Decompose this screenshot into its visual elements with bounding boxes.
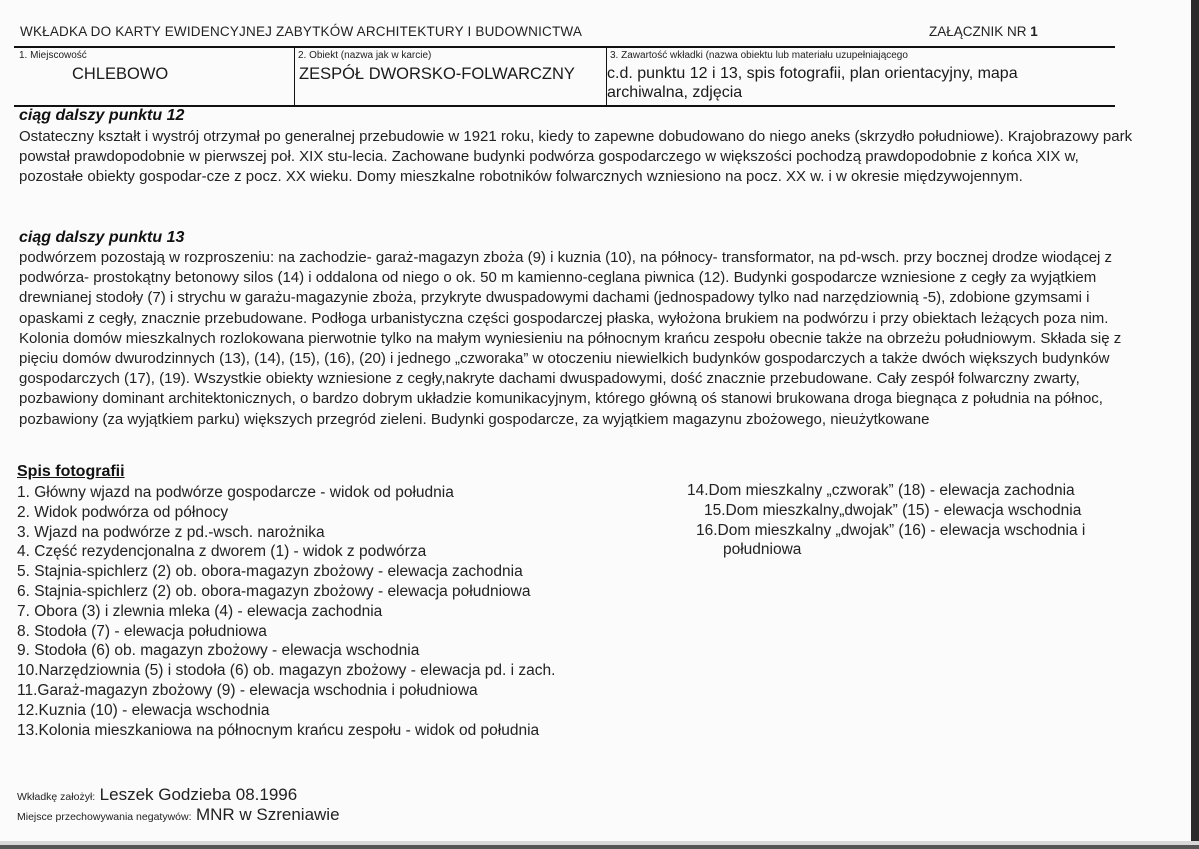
attachment-number: 1 bbox=[1030, 24, 1038, 39]
list-item: 15.Dom mieszkalny„dwojak” (15) - elewacja wschodnia bbox=[704, 501, 1082, 519]
location-caption: 1. Miejscowość bbox=[19, 50, 87, 61]
section-12-title: ciąg dalszy punktu 12 bbox=[19, 107, 185, 124]
content-caption: 3. Zawartość wkładki (nazwa obiektu lub materiału uzupełniającego bbox=[610, 50, 908, 61]
section-12-text: Ostateczny kształt i wystrój otrzymał po generalnej przebudowie w 1921 roku, kiedy to zapewne dobudowano do niego aneks (skrzydło południowe). Krajobrazowy park powstał prawdopodobnie w pierwszej poł. XIX stu-lecia. Zachowane budynki podwórza gospodarczego w większości pochodzą prawdopodobnie z końca XIX w, pozostałe obiekty gospodar-cze z pocz. XX wieku. Domy mieszkalne robotników folwarcznych wzniesiono na pocz. XX w. i w okresie międzywojennym. bbox=[19, 128, 1133, 186]
author-label: Wkładkę założył: bbox=[17, 791, 96, 803]
photo-list-right bbox=[687, 481, 1085, 560]
location-value: CHLEBOWO bbox=[72, 65, 169, 83]
section-13-text: podwórzem pozostają w rozproszeniu: na zachodzie- garaż-magazyn zboża (9) i kuznia (10), na północy- transformator, na pd-wsch. przy bocznej drodze wiodącej z podwórza- prostokątny betonowy silos (14) i oddalona od niego o ok. 50 m kamienno-ceglana piwnica (12). Budynki gospodarcze wzniesione z cegły za wyjątkiem drewnianej stodoły (7) i strychu w garażu-magazynie zboża, przykryte dwuspadowymi dachami (jednospadowy tylko nad narzędziownią -5), zdobione gzymsami i opaskami z cegły, znacznie przebudowane. Podłoga urbanistyczna części gospodarczej płaska, wyłożona brukiem na podwórzu i przy obiektach leżących poza nim. Kolonia domów mieszkalnych rozlokowana pierwotnie tylko na małym wyniesieniu na północnym krańcu zespołu obecnie także na obrzeżu południowym. Składa się z pięciu domów dwurodzinnych (13), (14), (15), (16), (20) i jednego „czworaka” w otoczeniu niewielkich budynków gospodarczych a także dwóch większych budynków gospodarczych (17), (19). Wszystkie obiekty wzniesione z cegły,nakryte dachami dwuspadowymi, dość znacznie przebudowane. Cały zespół folwarczny zwarty, pozbawiony dominant architektonicznych, o bardzo dobrym układzie komunikacyjnym, którego główną oś stanowi brukowana droga biegnąca z południa na północ, pozbawiony (za wyjątkiem parku) większych przegród zieleni. Budynki gospodarcze, za wyjątkiem magazynu zbożowego, nieużytkowane bbox=[19, 249, 1122, 428]
column-divider bbox=[294, 48, 295, 105]
list-item: 1. Główny wjazd na podwórze gospodarcze - widok od południa bbox=[17, 484, 454, 501]
author-row bbox=[17, 785, 297, 805]
section-13-title: ciąg dalszy punktu 13 bbox=[19, 229, 185, 246]
object-caption: 2. Obiekt (nazwa jak w karcie) bbox=[298, 50, 432, 61]
list-item: 8. Stodoła (7) - elewacja południowa bbox=[17, 622, 267, 640]
list-item: 7. Obora (3) i zlewnia mleka (4) - elewacja zachodnia bbox=[17, 602, 383, 620]
list-item: 12.Kuznia (10) - elewacja wschodnia bbox=[17, 701, 270, 719]
scan-edge-right bbox=[1191, 0, 1199, 849]
document-title: WKŁADKA DO KARTY EWIDENCYJNEJ ZABYTKÓW ARCHITEKTURY I BUDOWNICTWA bbox=[20, 24, 583, 39]
list-item: 13.Kolonia mieszkaniowa na północnym krańcu zespołu - widok od południa bbox=[17, 721, 540, 739]
list-item-continuation: południowa bbox=[723, 541, 802, 559]
list-item: 4. Część rezydencjonalna z dworem (1) - widok z podwórza bbox=[17, 543, 427, 561]
attachment-label bbox=[929, 24, 1038, 39]
content-value: c.d. punktu 12 i 13, spis fotografii, plan orientacyjny, mapa archiwalna, zdjęcia bbox=[607, 65, 1018, 101]
storage-value: MNR w Szreniawie bbox=[195, 805, 340, 824]
photo-list-title: Spis fotografii bbox=[17, 463, 125, 480]
storage-label: Miejsce przechowywania negatywów: bbox=[17, 811, 192, 823]
object-value: ZESPÓŁ DWORSKO-FOLWARCZNY bbox=[299, 65, 575, 83]
attachment-prefix: ZAŁĄCZNIK NR bbox=[929, 24, 1027, 39]
list-item: 14.Dom mieszkalny „czworak” (18) - elewacja zachodnia bbox=[687, 482, 1075, 499]
author-value: Leszek Godzieba 08.1996 bbox=[99, 785, 298, 804]
list-item: 3. Wjazd na podwórze z pd.-wsch. narożnika bbox=[17, 523, 325, 541]
header-fields-table bbox=[14, 46, 1115, 107]
photo-list-left bbox=[17, 483, 555, 740]
list-item: 2. Widok podwórza od północy bbox=[17, 503, 229, 521]
list-item: 16.Dom mieszkalny „dwojak” (16) - elewacja wschodnia i bbox=[696, 521, 1086, 539]
list-item: 10.Narzędziownia (5) i stodoła (6) ob. magazyn zbożowy - elewacja pd. i zach. bbox=[17, 662, 556, 680]
list-item: 11.Garaż-magazyn zbożowy (9) - elewacja wschodnia i południowa bbox=[17, 681, 478, 699]
storage-row bbox=[17, 805, 340, 825]
list-item: 9. Stodoła (6) ob. magazyn zbożowy - elewacja wschodnia bbox=[17, 642, 420, 660]
list-item: 5. Stajnia-spichlerz (2) ob. obora-magazyn zbożowy - elewacja zachodnia bbox=[17, 563, 523, 581]
list-item: 6. Stajnia-spichlerz (2) ob. obora-magazyn zbożowy - elewacja południowa bbox=[17, 582, 531, 600]
scan-edge-bottom bbox=[0, 845, 1199, 849]
